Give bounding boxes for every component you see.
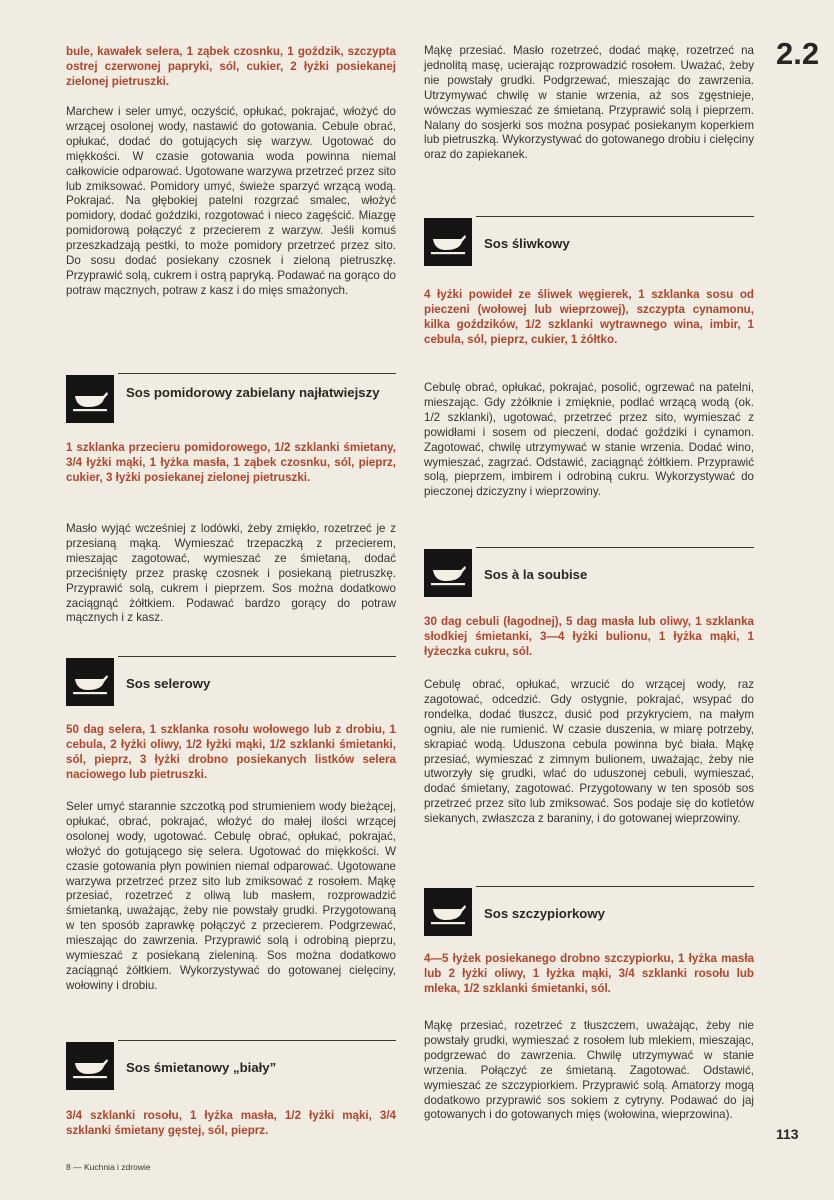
sauce-boat-icon xyxy=(424,549,472,597)
recipe-ingredients: 1 szklanka przecieru pomidorowego, 1/2 szklanki śmietany, 3/4 łyżki mąki, 1 łyżka masła, 1 ząbek czosnku, sól, pieprz, cukier, 3 łyżki posiekanej zielonej pietruszki. xyxy=(66,441,396,484)
recipe-ingredients: 4 łyżki powideł ze śliwek węgierek, 1 szklanka sosu od pieczeni (wołowej lub wieprzowej), szczypta cynamonu, kilka goździków, 1/2 szklanki wytrawnego wina, imbir, 1 cebula, sól, pieprz, cukier, 1 żółtko. xyxy=(424,288,754,346)
recipe-header-sliwkowy xyxy=(424,216,754,272)
recipe-title: Sos szczypiorkowy xyxy=(484,906,605,921)
recipe-header-soubise xyxy=(424,547,754,603)
recipe-title: Sos pomidorowy zabielany najłatwiejszy xyxy=(126,385,380,400)
intro-ingredients: bule, kawałek selera, 1 ząbek czosnku, 1 goździk, szczypta ostrej czerwonej papryki, sól, cukier, 2 łyżki posiekanej zielonej pietruszki. xyxy=(66,45,396,88)
recipe-text: Masło wyjąć wcześniej z lodówki, żeby zmiękło, rozetrzeć je z przesianą mąką. Wymieszać trzepaczką z przecierem, mieszając zagotować, wymieszać ze śmietaną, dodać przeciśnięty przez praskę czosnek i posiekaną pietruszkę. Przyprawić solą, cukrem i pieprzem. Sos można dodatkowo zaciągnąć żółtkiem. Podawać bardzo gorący do potraw mącznych i z kasz. xyxy=(66,522,396,625)
recipe-header-szczypiorkowy xyxy=(424,886,754,942)
header-rule xyxy=(476,547,754,548)
recipe-header-pomidorowy xyxy=(66,373,396,429)
sauce-boat-icon xyxy=(66,658,114,706)
footer-book-ref: 8 — Kuchnia i zdrowie xyxy=(66,1162,151,1172)
header-rule xyxy=(476,216,754,217)
recipe-ingredients: 30 dag cebuli (łagodnej), 5 dag masła lub oliwy, 1 szklanka słodkiej śmietanki, 3—4 łyżki bulionu, 1 łyżka mąki, 1 łyżeczka cukru, sól. xyxy=(424,615,754,658)
recipe-text: Mąkę przesiać, rozetrzeć z tłuszczem, uważając, żeby nie powstały grudki, wymieszać z rosołem lub mlekiem, mieszając, podgrzewać do zawrzenia. Chwilę utrzymywać w stanie wrzenia. Połączyć ze śmietaną. Zagotować. Odstawić, wymieszać ze szczypiorkiem. Przyprawić solą. Amatorzy mogą dodatkowo przyprawić sos sokiem z cytryny. Podawać do jaj gotowanych i do gotowanych mięs (wołowina, wieprzowina). xyxy=(424,1019,754,1122)
header-rule xyxy=(476,886,754,887)
recipe-text: Seler umyć starannie szczotką pod strumieniem wody bieżącej, opłukać, obrać, pokrajać, włożyć do małej ilości wrzącej osolonej wody, ugotować. Cebulę obrać, opłukać, pokrajać, włożyć do gotującego się selera. Ugotować do miękkości. W czasie gotowania płyn powinien niemal odparować. Ugotowane warzywa przetrzeć przez sito lub zmiksować z rosołem. Mąkę przesiać, rozetrzeć z oliwą lub masłem, rozprowadzić śmietanką, uważając, żeby nie powstały grudki. Przygotowaną w ten sposób zaprawkę połączyć z przecierem. Podgrzewać, mieszając do zawrzenia. Przyprawić solą i odrobiną pieprzu, wymieszać z posiekaną zieleniną. Sos można dodatkowo zaciągnąć żółtkiem. Wykorzystywać do gotowanej cielęciny, wołowiny i drobiu. xyxy=(66,800,396,992)
recipe-text: Cebulę obrać, opłukać, pokrajać, posolić, ogrzewać na patelni, mieszając. Gdy zżółknie i zmięknie, podlać wrzącą wodą (ok. 1/2 szklanki), ugotować, przetrzeć przez sito, wymieszać z powidłami i sosem od pieczeni, dodać goździki i cynamon. Zagotować, chwilę utrzymywać w stanie wrzenia. Dodać wino, wymieszać, zagrzać. Odstawić, zaciągnąć żółtkiem. Przyprawić solą, pieprzem, imbirem i odrobiną cukru. Wykorzystywać do pieczonej dziczyzny i wieprzowiny. xyxy=(424,381,754,499)
sauce-boat-icon xyxy=(424,218,472,266)
header-rule xyxy=(118,656,396,657)
section-number: 2.2 xyxy=(776,36,820,71)
recipe-ingredients: 4—5 łyżek posiekanego drobno szczypiorku, 1 łyżka masła lub 2 łyżki oliwy, 1 łyżka mąki, 3/4 szklanki rosołu lub mleka, 1/2 szklanki śmietanki, sól. xyxy=(424,952,754,995)
header-rule xyxy=(118,1040,396,1041)
recipe-ingredients: 50 dag selera, 1 szklanka rosołu wołowego lub z drobiu, 1 cebula, 2 łyżki oliwy, 1/2 łyżki mąki, 1/2 szklanki śmietanki, sól, pieprz, 3 łyżki drobno posiekanych listków selera naciowego lub pietruszki. xyxy=(66,723,396,781)
recipe-header-smietanowy xyxy=(66,1040,396,1096)
recipe-text: Cebulę obrać, opłukać, wrzucić do wrzącej wody, raz zagotować, odcedzić. Gdy ostygnie, pokrajać, wsypać do rondelka, dodać tłuszcz, dusić pod przykryciem, na małym ogniu, ale nie rumienić. W czasie duszenia, w miarę potrzeby, skrapiać wodą. Uduszona cebula powinna być biała. Mąkę przesiać, wymieszać z zimnym bulionem, uważając, żeby nie utworzyły się grudki, wlać do uduszonej cebuli, wymieszać, dodać śmietany, zagotować. Przygotowany w ten sposób sos przetrzeć przez sito lub zmiksować. Sos podaje się do kotletów siekanych, zwłaszcza z baraniny, i do gotowanej wieprzowiny. xyxy=(424,678,754,826)
recipe-title: Sos śmietanowy „biały” xyxy=(126,1060,277,1075)
header-rule xyxy=(118,373,396,374)
intro-text: Mąkę przesiać. Masło rozetrzeć, dodać mąkę, rozetrzeć na jednolitą masę, ucierając rozprowadzić rosołem. Uważać, żeby nie powstały grudki. Podgrzewać, mieszając do zawrzenia. Utrzymywać chwilę w stanie wrzenia, aż sos zgęstnieje, wówczas wymieszać ze śmietaną. Przyprawić solą i pieprzem. Nalany do sosjerki sos można posypać posiekanym koperkiem lub pietruszką. Wykorzystywać do gotowanego drobiu i cielęciny oraz do zapiekanek. xyxy=(424,44,754,162)
sauce-boat-icon xyxy=(66,375,114,423)
recipe-ingredients: 3/4 szklanki rosołu, 1 łyżka masła, 1/2 łyżki mąki, 3/4 szklanki śmietany gęstej, sól, pieprz. xyxy=(66,1109,396,1137)
sauce-boat-icon xyxy=(424,888,472,936)
recipe-title: Sos selerowy xyxy=(126,676,211,691)
page-number: 113 xyxy=(776,1126,799,1142)
recipe-header-selerowy xyxy=(66,656,396,712)
recipe-title: Sos śliwkowy xyxy=(484,236,570,251)
recipe-title: Sos à la soubise xyxy=(484,567,588,582)
sauce-boat-icon xyxy=(66,1042,114,1090)
intro-text: Marchew i seler umyć, oczyścić, opłukać, pokrajać, włożyć do wrzącej osolonej wody, nastawić do gotowania. Cebule obrać, opłukać, dodać do gotujących się warzyw. Ugotować do miękkości. W czasie gotowania woda powinna niemal całkowicie odparować. Ugotowane warzywa przetrzeć przez sito lub zmiksować. Pomidory umyć, świeże sparzyć wrzącą wodą. Pokrajać. Na głębokiej patelni rozgrzać smalec, włożyć pomidory, dodać goździki, rozgotować i nieco zagęścić. Miazgę pomidorową połączyć z przecierem z warzyw. Jeśli komuś przeszkadzają pestki, to może pomidory przetrzeć przez sito. Do sosu dodać posiekany czosnek i zieloną pietruszkę. Przyprawić solą, cukrem i ostrą papryką. Podawać na gorąco do potraw mącznych, potraw z kasz i do mięs smażonych. xyxy=(66,105,396,297)
